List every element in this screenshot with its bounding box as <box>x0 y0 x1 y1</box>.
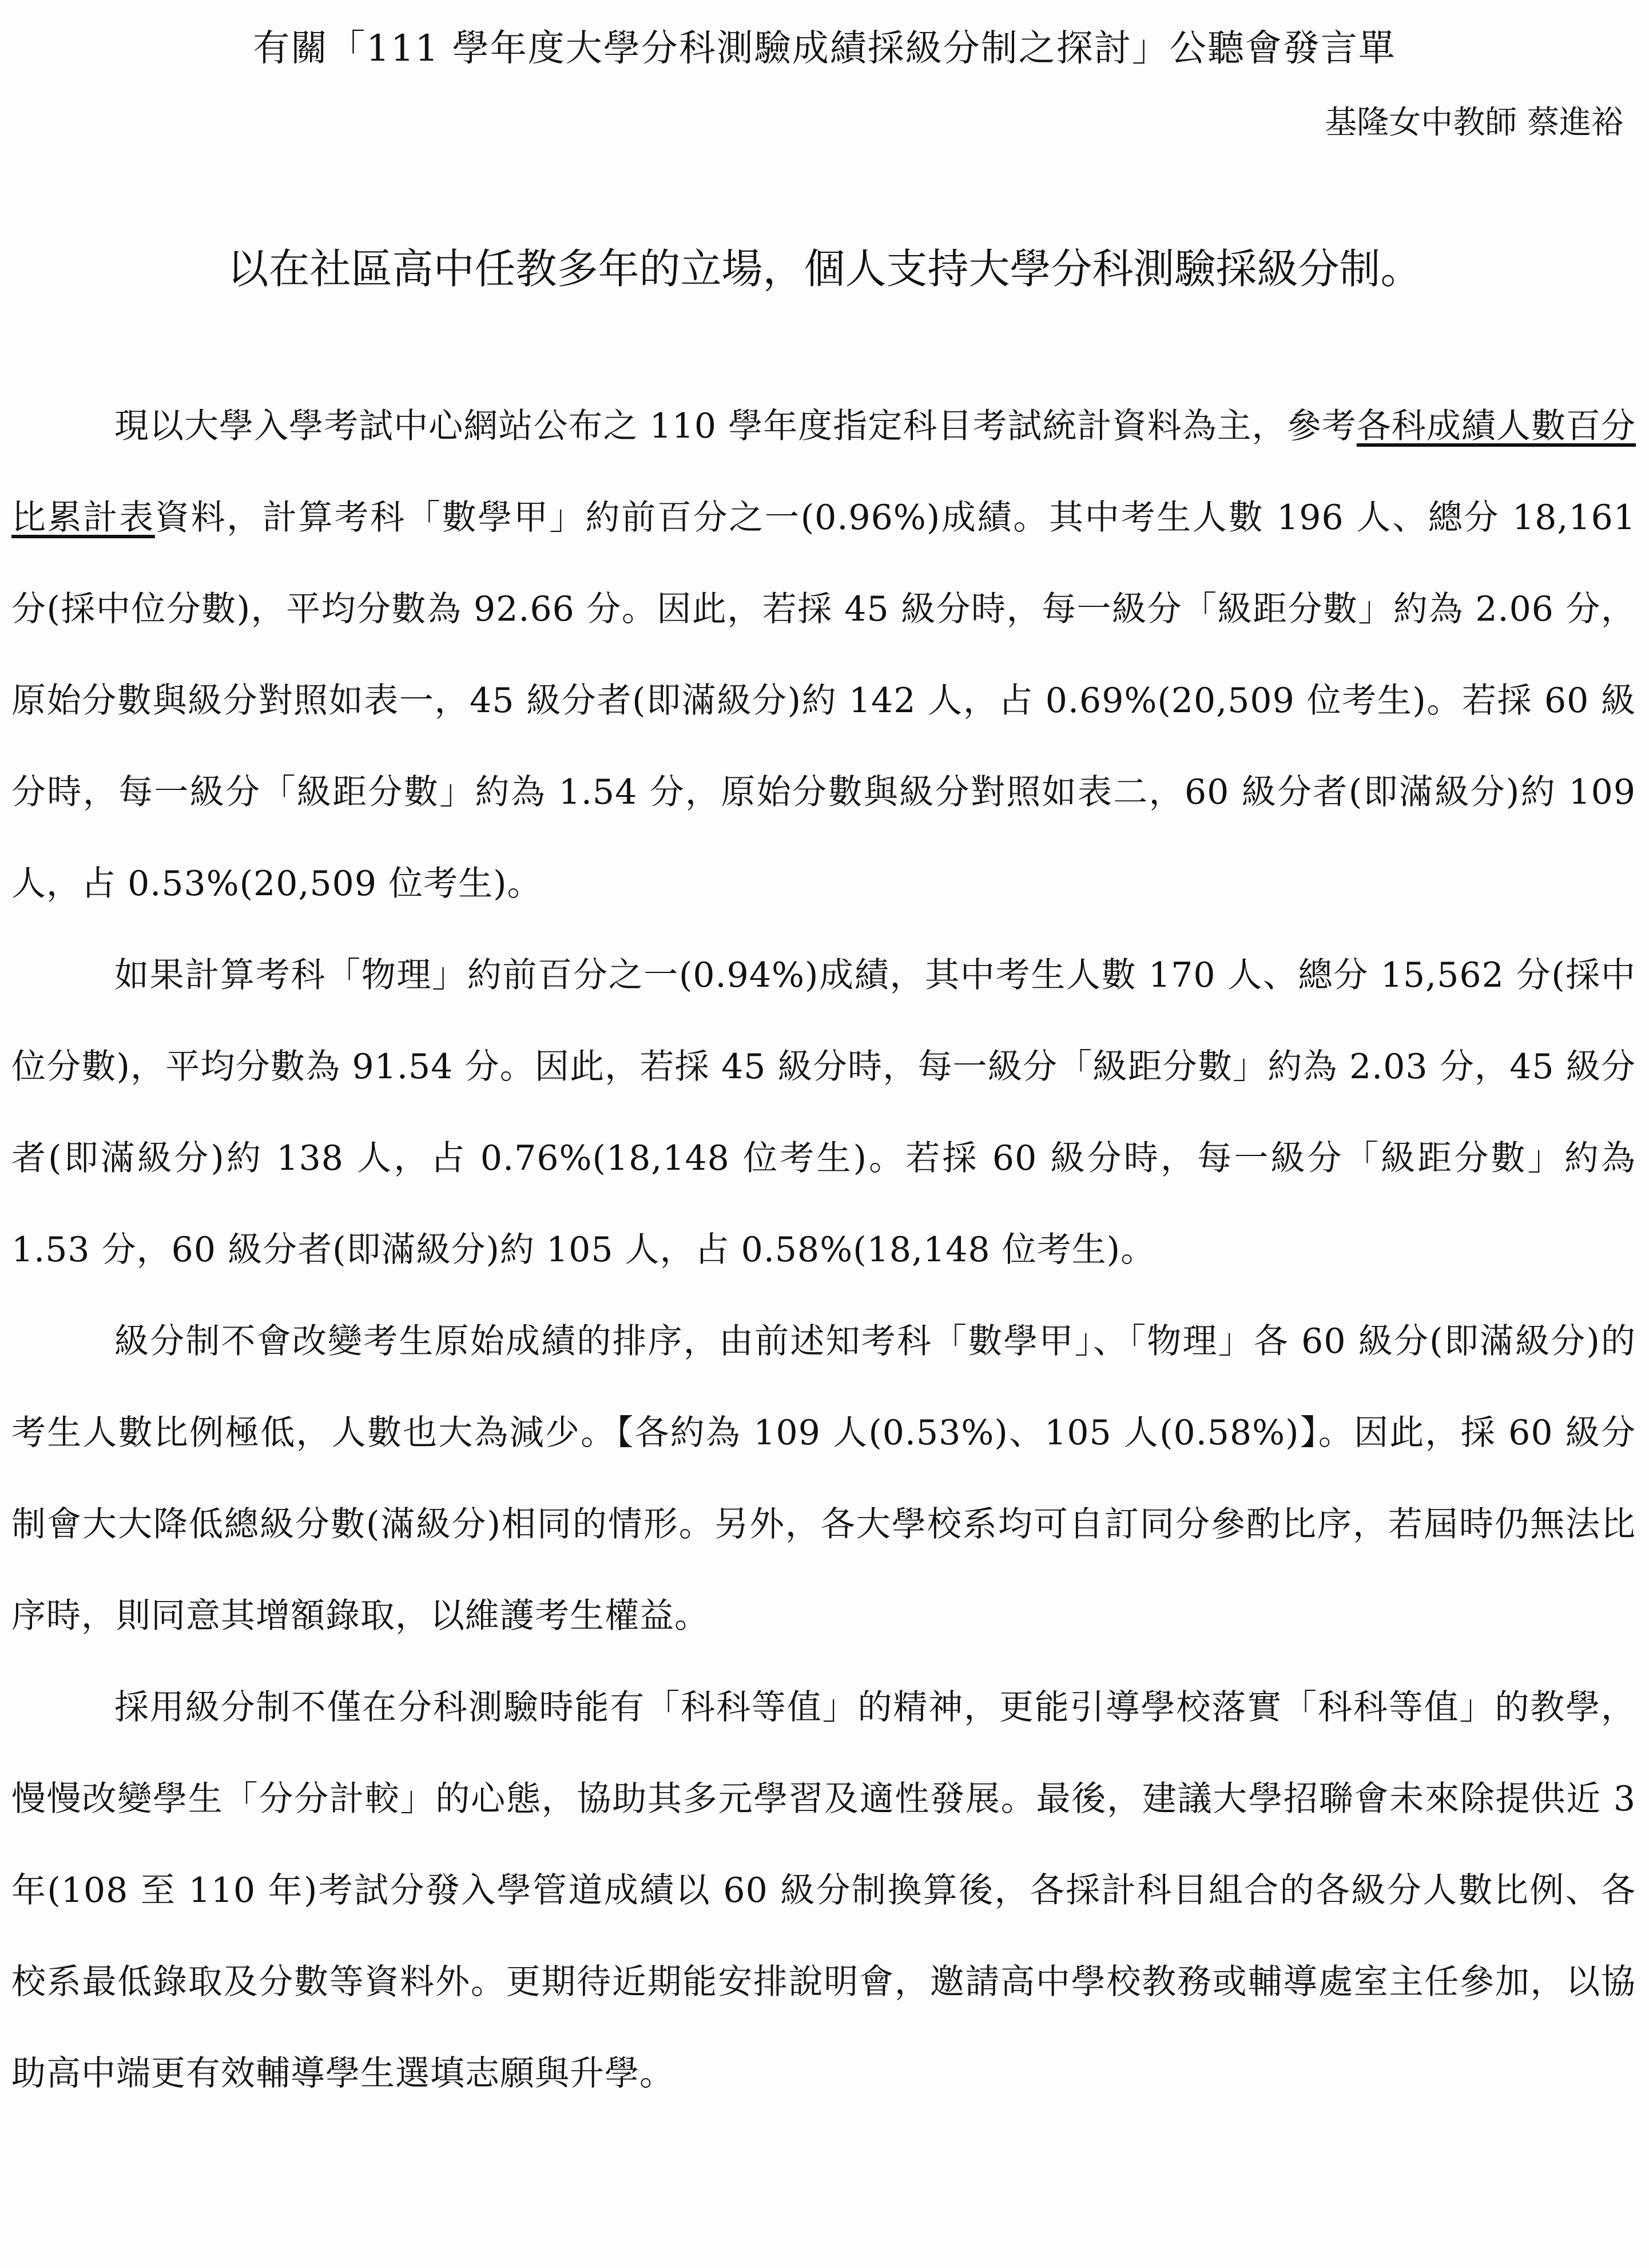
paragraph-recommendation: 採用級分制不僅在分科測驗時能有「科科等值」的精神，更能引導學校落實「科科等值」的教學，慢慢改變學生「分分計較」的心態，協助其多元學習及適性發展。最後，建議大學招聯會未來除提供近 3 年(108 至 110 年)考試分發入學管道成績以 60 級分制換算後，各採計科目組合的各級分人數比例、各校系最低錄取及分數等資料外。更期待近期能安排說明會，邀請高中學校教務或輔導處室主任參加，以協助高中端更有效輔導學生選填志願與升學。 <box>11 1687 1636 2094</box>
author-byline: 基隆女中教師 蔡進裕 <box>1325 104 1623 141</box>
paragraph-text: 資料，計算考科「數學甲」約前百分之一(0.96%)成績。其中考生人數 196 人、總分 18,161 分(採中位分數)，平均分數為 92.66 分。因此，若採 45 級分時，每一級分「級距分數」約為 2.06 分，原始分數與級分對照如表一，45 級分者(即滿級分)約 142 人，占 0.69%(20,509 位考生)。若採 60 級分時，每一級分「級距分數」約為 1.54 分，原始分數與級分對照如表二，60 級分者(即滿級分)約 109 人，占 0.53%(20,509 位考生)。 <box>11 498 1636 904</box>
paragraph-math-statistics <box>11 380 1636 930</box>
thesis-statement: 以在社區高中任教多年的立場，個人支持大學分科測驗採級分制。 <box>227 245 1422 293</box>
cumulative-table-reference: 各科成績人數百分比累計表 <box>11 406 1636 538</box>
paragraph-text: 現以大學入學考試中心網站公布之 110 學年度指定科目考試統計資料為主，參考 <box>114 406 1357 446</box>
paragraph-ranking-discussion: 級分制不會改變考生原始成績的排序，由前述知考科「數學甲」、「物理」各 60 級分(即滿級分)的考生人數比例極低，人數也大為減少。【各約為 109 人(0.53%)、105 人(0.58%)】。因此，採 60 級分制會大大降低總級分數(滿級分)相同的情形。另外，各大學校系均可自訂同分參酌比序，若屆時仍無法比序時，則同意其增額錄取，以維護考生權益。 <box>11 1321 1636 1636</box>
document-body <box>11 380 1636 2119</box>
document-title: 有關「111 學年度大學分科測驗成績採級分制之探討」公聽會發言單 <box>253 27 1396 70</box>
paragraph-physics-statistics: 如果計算考科「物理」約前百分之一(0.94%)成績，其中考生人數 170 人、總分 15,562 分(採中位分數)，平均分數為 91.54 分。因此，若採 45 級分時，每一級分「級距分數」約為 2.03 分，45 級分者(即滿級分)約 138 人，占 0.76%(18,148 位考生)。若採 60 級分時，每一級分「級距分數」約為 1.53 分，60 級分者(即滿級分)約 105 人，占 0.58%(18,148 位考生)。 <box>11 955 1636 1270</box>
